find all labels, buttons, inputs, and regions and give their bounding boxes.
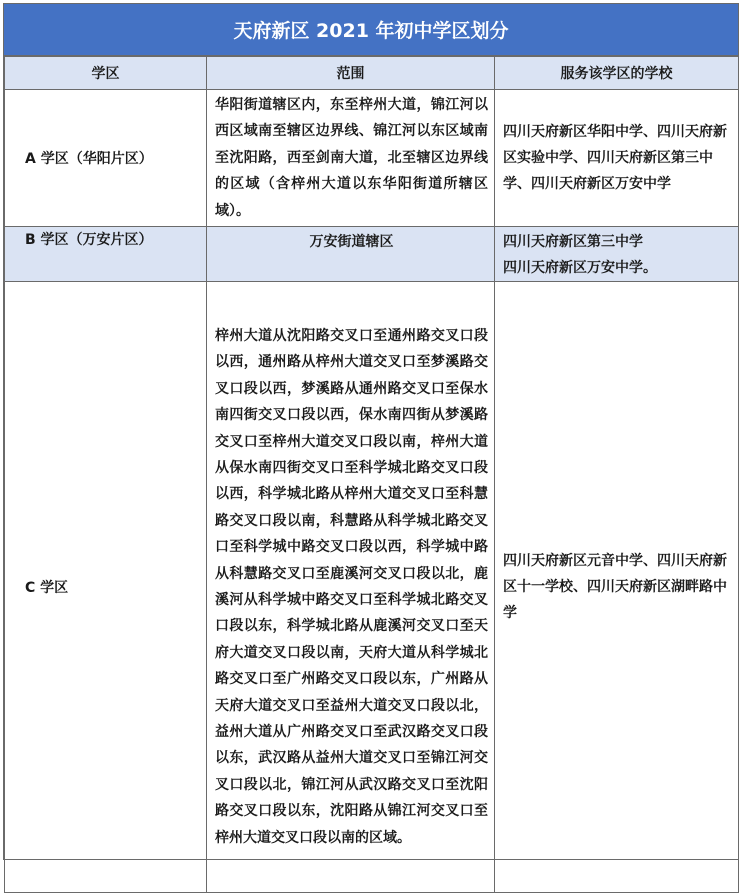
header-zone: 学区 (5, 57, 207, 90)
range-cell: 万安街道辖区 (207, 227, 495, 282)
table-row (5, 227, 739, 282)
table-header-row (5, 57, 739, 90)
zone-cell: B 学区（万安片区） (5, 227, 207, 282)
range-cell: 华阳街道辖区内，东至梓州大道，锦江河以西区域南至辖区边界线、锦江河以东区域南至沈阳路，西至剑南大道，北至辖区边界线的区域（含梓州大道以东华阳街道所辖区域）。 (207, 90, 495, 227)
range-cell: 梓州大道从沈阳路交叉口至通州路交叉口段以西，通州路从梓州大道交叉口至梦溪路交叉口段以西，梦溪路从通州路交叉口至保水南四街交叉口段以西，保水南四街从梦溪路交叉口至梓州大道交叉口段以南，梓州大道从保水南四街交叉口至科学城北路交叉口段以西，科学城北路从梓州大道交叉口至科慧路交叉口段以南，科慧路从科学城北路交叉口至科学城中路交叉口段以西，科学城中路从科慧路交叉口至鹿溪河交叉口段以北，鹿溪河从科学城中路交叉口至科学城北路交叉口段以东，科学城北路从鹿溪河交叉口至天府大道交叉口段以南，天府大道从科学城北路交叉口至广州路交叉口段以东，广州路从天府大道交叉口至益州大道交叉口段以北，益州大道从广州路交叉口至武汉路交叉口段以东，武汉路从益州大道交叉口至锦江河交叉口段以北，锦江河从武汉路交叉口至沈阳路交叉口段以东，沈阳路从锦江河交叉口至梓州大道交叉口段以南的区域。 (207, 282, 495, 893)
district-table (4, 56, 739, 893)
school-name: 四川天府新区万安中学。 (503, 260, 657, 277)
page-title: 天府新区 2021 年初中学区划分 (4, 4, 738, 56)
table-row (5, 282, 739, 893)
table-row (5, 90, 739, 227)
header-schools: 服务该学区的学校 (495, 57, 739, 90)
header-range: 范围 (207, 57, 495, 90)
schools-cell (495, 227, 739, 282)
school-name: 四川天府新区第三中学 (503, 234, 643, 251)
schools-cell: 四川天府新区元音中学、四川天府新区十一学校、四川天府新区湖畔路中学 (495, 282, 739, 893)
district-table-frame (3, 3, 739, 860)
zone-cell: A 学区（华阳片区） (5, 90, 207, 227)
schools-cell: 四川天府新区华阳中学、四川天府新区实验中学、四川天府新区第三中学、四川天府新区万安中学 (495, 90, 739, 227)
zone-cell: C 学区 (5, 282, 207, 893)
